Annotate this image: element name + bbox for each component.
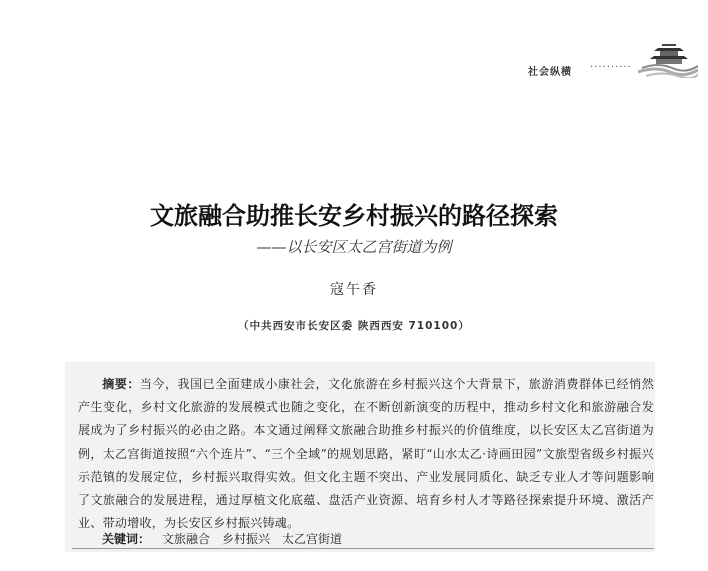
author-name: 寇午香 <box>330 282 378 298</box>
section-label: 社会纵横 <box>528 67 572 78</box>
keywords <box>102 530 342 547</box>
section-dots: ·········· <box>590 62 632 73</box>
keyword-item: 太乙宫街道 <box>282 532 343 546</box>
keyword-item: 文旅融合 <box>162 532 211 546</box>
article-subtitle: ——以长安区太乙宫街道为例 <box>256 238 452 256</box>
article-title: 文旅融合助推长安乡村振兴的路径探索 <box>150 202 558 230</box>
keyword-item: 乡村振兴 <box>222 532 271 546</box>
abstract-label: 摘要： <box>102 377 140 391</box>
pagoda-logo-icon <box>638 38 698 78</box>
bottom-rule <box>72 548 654 549</box>
abstract-body: 当今，我国已全面建成小康社会，文化旅游在乡村振兴这个大背景下，旅游消费群体已经悄然产生变化，乡村文化旅游的发展模式也随之变化，在不断创新演变的历程中，推动乡村文化和旅游融合发展成为了乡村振兴的必由之路。本文通过阐释文旅融合助推乡村振兴的价值维度，以长安区太乙宫街道为例，太乙宫街道按照“六个连片”、“三个全域”的规划思路，紧盯“山水太乙·诗画田园”文旅型省级乡村振兴示范镇的发展定位，乡村振兴取得实效。但文化主题不突出、产业发展同质化、缺乏专业人才等问题影响了文旅融合的发展进程，通过厚植文化底蕴、盘活产业资源、培育乡村人才等路径探索提升环境、激活产业、带动增收，为长安区乡村振兴铸魂。 <box>78 377 654 531</box>
keywords-label: 关键词： <box>102 532 151 546</box>
author-affiliation: （中共西安市长安区委 陕西西安 710100） <box>238 320 470 332</box>
abstract <box>78 373 654 535</box>
